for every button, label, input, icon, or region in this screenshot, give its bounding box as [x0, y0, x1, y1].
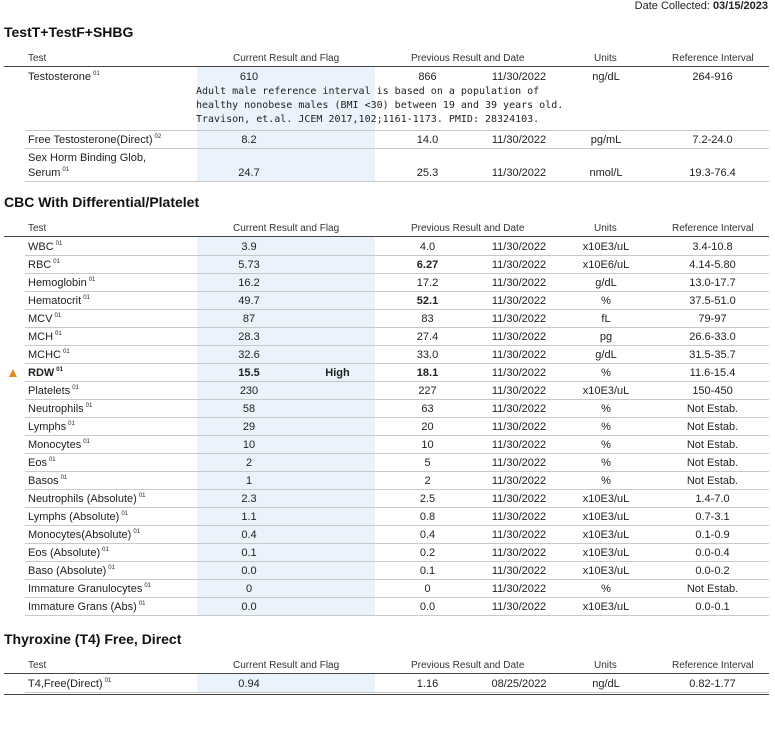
- test-name: Sex Horm Binding Glob,: [28, 152, 146, 164]
- units: x10E3/uL: [582, 547, 630, 559]
- footnote-marker: 01: [56, 367, 63, 374]
- units: g/dL: [595, 277, 617, 289]
- previous-result: 0.1: [419, 565, 436, 577]
- reference-interval: 0.82-1.77: [689, 678, 736, 690]
- units: %: [601, 439, 611, 451]
- previous-result: 866: [418, 71, 437, 83]
- result-comment: Adult male reference interval is based on a population of healthy nonobese males (BMI <30) between 19 and 39 years old. Travison, et.al. JCEM 2017,102;1161-1173. PMID: 28324103.: [196, 86, 564, 125]
- test-name: Immature Grans (Abs) $^{01}$: [28, 601, 146, 613]
- test-name-line2: Serum $^{01}$: [28, 167, 70, 179]
- footnote-marker: 01: [83, 439, 90, 446]
- reference-interval: 0.0-0.1: [695, 601, 730, 613]
- test-name: MCV $^{01}$: [28, 313, 62, 325]
- units: %: [601, 475, 611, 487]
- test-name: T4,Free(Direct) $^{01}$: [28, 678, 112, 690]
- units: %: [601, 583, 611, 595]
- footnote-marker: 01: [133, 529, 141, 536]
- previous-result: 63: [421, 403, 434, 415]
- current-result: 28.3: [238, 331, 260, 343]
- header-rule: [4, 66, 769, 67]
- previous-result: 0.0: [419, 601, 436, 613]
- column-header-previous: Previous Result and Date: [411, 223, 525, 234]
- reference-interval: Not Estab.: [686, 421, 739, 433]
- footnote-marker: 01: [102, 547, 109, 554]
- previous-date: 08/25/2022: [491, 678, 547, 690]
- previous-date: 11/30/2022: [491, 421, 547, 433]
- previous-date: 11/30/2022: [491, 385, 547, 397]
- column-header-test: Test: [28, 660, 47, 671]
- previous-result: 5: [424, 457, 431, 469]
- table-row: [0, 472, 775, 490]
- units: nmol/L: [589, 167, 623, 179]
- table-row: [0, 274, 775, 292]
- current-result: 1: [245, 475, 253, 487]
- date-collected: [635, 0, 768, 12]
- units: x10E3/uL: [582, 385, 630, 397]
- table-row: [0, 310, 775, 328]
- current-result: 29: [242, 421, 256, 433]
- current-result: 0.0: [241, 601, 257, 613]
- footnote-marker: 01: [55, 331, 62, 338]
- reference-interval: 3.4-10.8: [692, 241, 733, 253]
- reference-interval: Not Estab.: [686, 583, 739, 595]
- previous-result: 2.5: [419, 493, 436, 505]
- reference-interval: 1.4-7.0: [695, 493, 730, 505]
- column-header-units: Units: [594, 223, 617, 234]
- previous-date: 11/30/2022: [491, 583, 547, 595]
- test-name: Hematocrit $^{01}$: [28, 295, 90, 307]
- test-name: WBC $^{01}$: [28, 241, 63, 253]
- table-row: [0, 580, 775, 598]
- previous-date: 11/30/2022: [491, 367, 547, 379]
- units: ng/dL: [592, 71, 620, 83]
- units: x10E3/uL: [582, 565, 630, 577]
- footnote-marker: 01: [85, 403, 93, 410]
- reference-interval: 26.6-33.0: [689, 331, 736, 343]
- section-title: Thyroxine (T4) Free, Direct: [4, 631, 182, 647]
- previous-result: 33.0: [416, 349, 439, 361]
- units: x10E3/uL: [582, 241, 630, 253]
- reference-interval: Not Estab.: [686, 439, 739, 451]
- column-header-reference: Reference Interval: [672, 660, 754, 671]
- previous-date: 11/30/2022: [491, 457, 547, 469]
- reference-interval: 150-450: [692, 385, 733, 397]
- previous-result: 2: [424, 475, 431, 487]
- current-result: 10: [242, 439, 256, 451]
- reference-interval: Not Estab.: [686, 475, 739, 487]
- test-name: Baso (Absolute) $^{01}$: [28, 565, 115, 577]
- table-row: [0, 418, 775, 436]
- test-name: Hemoglobin $^{01}$: [28, 277, 96, 289]
- previous-date: 11/30/2022: [491, 331, 547, 343]
- footnote-marker: 01: [68, 421, 75, 428]
- footnote-marker: 01: [138, 493, 146, 500]
- alert-triangle-icon: [9, 369, 17, 377]
- date-collected-value: 03/15/2023: [712, 0, 768, 12]
- previous-result: 25.3: [416, 167, 439, 179]
- reference-interval: 0.1-0.9: [695, 529, 730, 541]
- column-header-current: Current Result and Flag: [233, 223, 340, 234]
- column-header-units: Units: [594, 53, 617, 64]
- reference-interval: Not Estab.: [686, 403, 739, 415]
- previous-date: 11/30/2022: [491, 241, 547, 253]
- footnote-marker: 01: [138, 601, 146, 608]
- footnote-marker: 01: [53, 259, 60, 266]
- current-result: 49.7: [238, 295, 260, 307]
- reference-interval: 0.0-0.2: [695, 565, 730, 577]
- column-header-current: Current Result and Flag: [233, 660, 340, 671]
- table-row: [0, 328, 775, 346]
- current-result: 0.0: [241, 565, 257, 577]
- previous-result: 20: [421, 421, 434, 433]
- previous-date: 11/30/2022: [491, 475, 547, 487]
- previous-result: 0.2: [419, 547, 436, 559]
- reference-interval: 19.3-76.4: [689, 167, 736, 179]
- reference-interval: 0.0-0.4: [695, 547, 730, 559]
- footnote-marker: 01: [48, 457, 56, 464]
- reference-interval: 37.5-51.0: [689, 295, 736, 307]
- table-row: [0, 400, 775, 418]
- table-row: [0, 508, 775, 526]
- previous-date: 11/30/2022: [491, 565, 547, 577]
- previous-date: 11/30/2022: [491, 167, 547, 179]
- previous-date: 11/30/2022: [491, 295, 547, 307]
- row-divider: [25, 692, 769, 693]
- current-result: 32.6: [238, 349, 260, 361]
- test-name: Monocytes $^{01}$: [28, 439, 90, 451]
- units: %: [601, 367, 611, 379]
- current-result: 8.2: [241, 134, 257, 146]
- test-name: Immature Granulocytes $^{01}$: [28, 583, 152, 595]
- current-result: 0.4: [241, 529, 257, 541]
- footnote-marker: 01: [92, 71, 100, 78]
- test-name: RDW $^{01}$: [28, 367, 63, 379]
- units: g/dL: [595, 349, 617, 361]
- previous-result: 0: [424, 583, 431, 595]
- units: %: [601, 295, 611, 307]
- column-header-row: [0, 658, 775, 674]
- footnote-marker: 01: [88, 277, 96, 284]
- footnote-marker: 01: [121, 511, 128, 518]
- table-row: [0, 526, 775, 544]
- table-row: [0, 675, 775, 693]
- test-name: Eos $^{01}$: [28, 457, 56, 469]
- previous-result: 6.27: [416, 259, 439, 271]
- reference-interval: 4.14-5.80: [689, 259, 736, 271]
- column-header-previous: Previous Result and Date: [411, 53, 525, 64]
- test-name: Lymphs (Absolute) $^{01}$: [28, 511, 128, 523]
- previous-result: 17.2: [416, 277, 439, 289]
- reference-interval: 264-916: [692, 71, 733, 83]
- units: x10E3/uL: [582, 493, 630, 505]
- current-result: 0.1: [241, 547, 257, 559]
- test-name: Neutrophils $^{01}$: [28, 403, 93, 415]
- current-result: 16.2: [238, 277, 260, 289]
- footnote-marker: 01: [54, 313, 62, 320]
- column-header-current: Current Result and Flag: [233, 53, 340, 64]
- footnote-marker: 02: [154, 134, 162, 141]
- column-header-row: [0, 221, 775, 237]
- previous-result: 52.1: [416, 295, 439, 307]
- column-header-previous: Previous Result and Date: [411, 660, 525, 671]
- header-rule: [4, 673, 769, 674]
- previous-result: 227: [418, 385, 437, 397]
- section-title: TestT+TestF+SHBG: [4, 24, 134, 40]
- footnote-marker: 01: [108, 565, 115, 572]
- table-row: [0, 598, 775, 616]
- test-name: MCHC $^{01}$: [28, 349, 70, 361]
- units: %: [601, 421, 611, 433]
- previous-result: 18.1: [416, 367, 439, 379]
- previous-result: 83: [421, 313, 434, 325]
- reference-interval: 0.7-3.1: [695, 511, 730, 523]
- previous-result: 0.4: [419, 529, 436, 541]
- units: x10E6/uL: [582, 259, 630, 271]
- column-header-units: Units: [594, 660, 617, 671]
- previous-date: 11/30/2022: [491, 529, 547, 541]
- test-name: Monocytes(Absolute) $^{01}$: [28, 529, 141, 541]
- test-name: Neutrophils (Absolute) $^{01}$: [28, 493, 146, 505]
- previous-result: 0.8: [419, 511, 436, 523]
- column-header-test: Test: [28, 53, 47, 64]
- previous-result: 10: [421, 439, 434, 451]
- footnote-marker: 01: [144, 583, 152, 590]
- row-divider: [25, 181, 769, 182]
- footnote-marker: 01: [55, 241, 63, 248]
- table-row: [0, 68, 775, 131]
- previous-date: 11/30/2022: [491, 134, 547, 146]
- reference-interval: 11.6-15.4: [689, 367, 736, 379]
- previous-date: 11/30/2022: [491, 493, 547, 505]
- table-row: [0, 364, 775, 382]
- previous-date: 11/30/2022: [491, 349, 547, 361]
- reference-interval: 31.5-35.7: [689, 349, 736, 361]
- header-rule: [4, 236, 769, 237]
- result-flag: High: [325, 367, 350, 379]
- footnote-marker: 01: [104, 678, 112, 685]
- column-header-reference: Reference Interval: [672, 53, 754, 64]
- table-row: [0, 436, 775, 454]
- units: %: [601, 457, 611, 469]
- previous-date: 11/30/2022: [491, 403, 547, 415]
- units: x10E3/uL: [582, 529, 630, 541]
- table-row: [0, 292, 775, 310]
- current-result: 610: [239, 71, 259, 83]
- previous-date: 11/30/2022: [491, 601, 547, 613]
- previous-result: 14.0: [416, 134, 439, 146]
- current-result: 1.1: [241, 511, 257, 523]
- column-header-reference: Reference Interval: [672, 223, 754, 234]
- current-result: 2.3: [241, 493, 257, 505]
- previous-date: 11/30/2022: [491, 71, 547, 83]
- footnote-marker: 01: [62, 167, 70, 174]
- column-header-row: [0, 51, 775, 67]
- current-result: 87: [242, 313, 256, 325]
- footnote-marker: 01: [72, 385, 79, 392]
- current-result: 5.73: [238, 259, 260, 271]
- current-result: 24.7: [238, 167, 260, 179]
- table-row: [0, 149, 775, 182]
- previous-result: 1.16: [416, 678, 439, 690]
- table-row: [0, 346, 775, 364]
- test-name: MCH $^{01}$: [28, 331, 62, 343]
- previous-result: 27.4: [416, 331, 439, 343]
- current-result: 58: [242, 403, 256, 415]
- table-row: [0, 256, 775, 274]
- units: x10E3/uL: [582, 601, 630, 613]
- test-name: Lymphs $^{01}$: [28, 421, 75, 433]
- report-end-rule: [4, 694, 769, 695]
- previous-date: 11/30/2022: [491, 511, 547, 523]
- table-row: [0, 131, 775, 149]
- previous-result: 4.0: [419, 241, 436, 253]
- units: %: [601, 403, 611, 415]
- test-name: RBC $^{01}$: [28, 259, 60, 271]
- reference-interval: 7.2-24.0: [692, 134, 733, 146]
- previous-date: 11/30/2022: [491, 277, 547, 289]
- table-row: [0, 238, 775, 256]
- current-result: 230: [239, 385, 259, 397]
- column-header-test: Test: [28, 223, 47, 234]
- units: pg/mL: [590, 134, 622, 146]
- current-result: 0.94: [238, 678, 260, 690]
- test-name: Free Testosterone(Direct) $^{02}$: [28, 134, 162, 146]
- reference-interval: 13.0-17.7: [689, 277, 736, 289]
- table-row: [0, 490, 775, 508]
- units: ng/dL: [592, 678, 620, 690]
- date-collected-label: Date Collected:: [634, 0, 710, 12]
- table-row: [0, 382, 775, 400]
- footnote-marker: 01: [60, 475, 68, 482]
- current-result: 15.5: [238, 367, 260, 379]
- reference-interval: Not Estab.: [686, 457, 739, 469]
- footnote-marker: 01: [63, 349, 70, 356]
- table-row: [0, 562, 775, 580]
- test-name: Testosterone $^{01}$: [28, 71, 100, 83]
- row-divider: [25, 615, 769, 616]
- previous-date: 11/30/2022: [491, 439, 547, 451]
- table-row: [0, 454, 775, 472]
- current-result: 0: [245, 583, 253, 595]
- current-result: 2: [245, 457, 253, 469]
- footnote-marker: 01: [83, 295, 90, 302]
- previous-date: 11/30/2022: [491, 547, 547, 559]
- current-result: 3.9: [241, 241, 257, 253]
- section-title: CBC With Differential/Platelet: [4, 194, 200, 210]
- reference-interval: 79-97: [698, 313, 727, 325]
- units: fL: [601, 313, 611, 325]
- test-name: Platelets $^{01}$: [28, 385, 79, 397]
- test-name: Basos $^{01}$: [28, 475, 68, 487]
- previous-date: 11/30/2022: [491, 259, 547, 271]
- test-name: Eos (Absolute) $^{01}$: [28, 547, 109, 559]
- units: x10E3/uL: [582, 511, 630, 523]
- units: pg: [599, 331, 613, 343]
- table-row: [0, 544, 775, 562]
- previous-date: 11/30/2022: [491, 313, 547, 325]
